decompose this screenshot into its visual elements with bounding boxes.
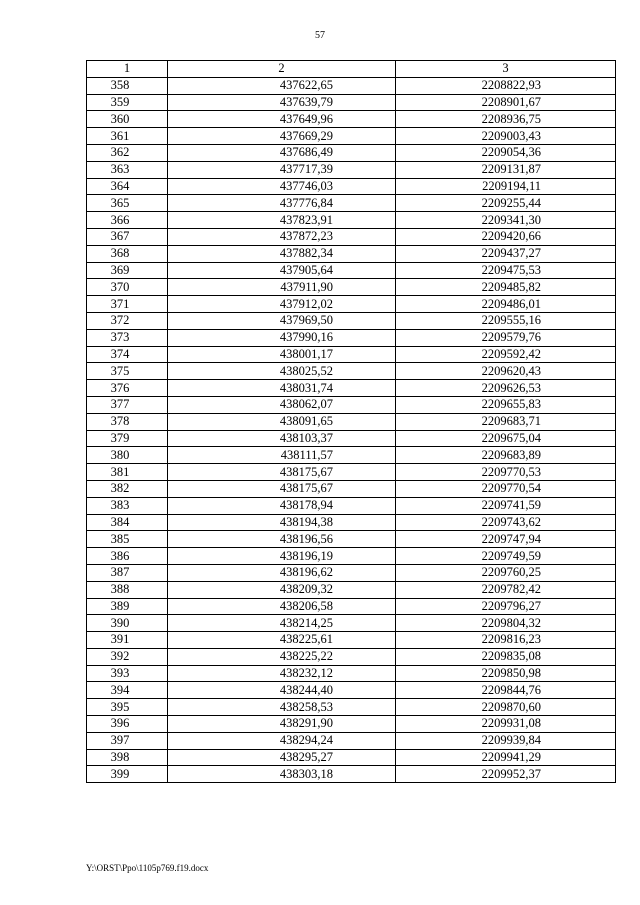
table-row xyxy=(87,128,616,145)
y-coordinate-cell: 2209683,89 xyxy=(396,447,616,464)
point-number-cell: 367 xyxy=(87,228,168,245)
y-coordinate-cell: 2209747,94 xyxy=(396,531,616,548)
point-number-cell: 384 xyxy=(87,514,168,531)
table-row xyxy=(87,581,616,598)
table-row xyxy=(87,212,616,229)
y-coordinate-cell: 2209850,98 xyxy=(396,665,616,682)
point-number-cell: 388 xyxy=(87,581,168,598)
x-coordinate-cell: 438295,27 xyxy=(168,749,396,766)
x-coordinate-cell: 438196,62 xyxy=(168,564,396,581)
y-coordinate-cell: 2209816,23 xyxy=(396,632,616,649)
point-number-cell: 376 xyxy=(87,380,168,397)
point-number-cell: 386 xyxy=(87,548,168,565)
y-coordinate-cell: 2209486,01 xyxy=(396,296,616,313)
x-coordinate-cell: 437905,64 xyxy=(168,262,396,279)
table-row xyxy=(87,531,616,548)
table-row xyxy=(87,648,616,665)
x-coordinate-cell: 438225,61 xyxy=(168,632,396,649)
point-number-cell: 383 xyxy=(87,497,168,514)
y-coordinate-cell: 2209675,04 xyxy=(396,430,616,447)
x-coordinate-cell: 437872,23 xyxy=(168,228,396,245)
point-number-cell: 397 xyxy=(87,732,168,749)
table-row xyxy=(87,245,616,262)
x-coordinate-cell: 438209,32 xyxy=(168,581,396,598)
x-coordinate-cell: 438214,25 xyxy=(168,615,396,632)
point-number-cell: 395 xyxy=(87,699,168,716)
table-row xyxy=(87,161,616,178)
y-coordinate-cell: 2209655,83 xyxy=(396,396,616,413)
x-coordinate-cell: 437746,03 xyxy=(168,178,396,195)
x-coordinate-cell: 437639,79 xyxy=(168,94,396,111)
x-coordinate-cell: 438103,37 xyxy=(168,430,396,447)
point-number-cell: 359 xyxy=(87,94,168,111)
y-coordinate-cell: 2209870,60 xyxy=(396,699,616,716)
point-number-cell: 372 xyxy=(87,312,168,329)
table-row xyxy=(87,447,616,464)
footer-file-path: Y:\ORST\Ppo\1105p769.f19.docx xyxy=(86,863,209,873)
table-header xyxy=(87,61,616,78)
y-coordinate-cell: 2209804,32 xyxy=(396,615,616,632)
y-coordinate-cell: 2209255,44 xyxy=(396,195,616,212)
point-number-cell: 373 xyxy=(87,329,168,346)
point-number-cell: 369 xyxy=(87,262,168,279)
y-coordinate-cell: 2209741,59 xyxy=(396,497,616,514)
table-row xyxy=(87,682,616,699)
point-number-cell: 385 xyxy=(87,531,168,548)
table-row xyxy=(87,262,616,279)
point-number-cell: 362 xyxy=(87,144,168,161)
table-row xyxy=(87,615,616,632)
point-number-cell: 392 xyxy=(87,648,168,665)
x-coordinate-cell: 437717,39 xyxy=(168,161,396,178)
table-row xyxy=(87,564,616,581)
x-coordinate-cell: 438291,90 xyxy=(168,716,396,733)
x-coordinate-cell: 437669,29 xyxy=(168,128,396,145)
y-coordinate-cell: 2209931,08 xyxy=(396,716,616,733)
column-header-1: 1 xyxy=(87,61,168,78)
table-row xyxy=(87,363,616,380)
y-coordinate-cell: 2208936,75 xyxy=(396,111,616,128)
x-coordinate-cell: 437969,50 xyxy=(168,312,396,329)
y-coordinate-cell: 2209844,76 xyxy=(396,682,616,699)
y-coordinate-cell: 2209835,08 xyxy=(396,648,616,665)
y-coordinate-cell: 2209620,43 xyxy=(396,363,616,380)
table-row xyxy=(87,464,616,481)
y-coordinate-cell: 2209796,27 xyxy=(396,598,616,615)
x-coordinate-cell: 438232,12 xyxy=(168,665,396,682)
point-number-cell: 398 xyxy=(87,749,168,766)
y-coordinate-cell: 2209683,71 xyxy=(396,413,616,430)
header-row xyxy=(87,61,616,78)
x-coordinate-cell: 437911,90 xyxy=(168,279,396,296)
table-row xyxy=(87,144,616,161)
x-coordinate-cell: 438258,53 xyxy=(168,699,396,716)
point-number-cell: 394 xyxy=(87,682,168,699)
x-coordinate-cell: 437649,96 xyxy=(168,111,396,128)
point-number-cell: 382 xyxy=(87,480,168,497)
x-coordinate-cell: 438091,65 xyxy=(168,413,396,430)
y-coordinate-cell: 2209555,16 xyxy=(396,312,616,329)
x-coordinate-cell: 438225,22 xyxy=(168,648,396,665)
coordinates-table xyxy=(86,60,616,783)
table-row xyxy=(87,413,616,430)
table-row xyxy=(87,665,616,682)
table-row xyxy=(87,396,616,413)
point-number-cell: 396 xyxy=(87,716,168,733)
point-number-cell: 378 xyxy=(87,413,168,430)
y-coordinate-cell: 2209939,84 xyxy=(396,732,616,749)
y-coordinate-cell: 2209743,62 xyxy=(396,514,616,531)
point-number-cell: 381 xyxy=(87,464,168,481)
x-coordinate-cell: 437776,84 xyxy=(168,195,396,212)
point-number-cell: 399 xyxy=(87,766,168,783)
y-coordinate-cell: 2209760,25 xyxy=(396,564,616,581)
table-row xyxy=(87,632,616,649)
x-coordinate-cell: 437882,34 xyxy=(168,245,396,262)
x-coordinate-cell: 438196,56 xyxy=(168,531,396,548)
y-coordinate-cell: 2209592,42 xyxy=(396,346,616,363)
y-coordinate-cell: 2209770,53 xyxy=(396,464,616,481)
table-row xyxy=(87,497,616,514)
y-coordinate-cell: 2209475,53 xyxy=(396,262,616,279)
y-coordinate-cell: 2209626,53 xyxy=(396,380,616,397)
table-row xyxy=(87,346,616,363)
table-row xyxy=(87,380,616,397)
y-coordinate-cell: 2209952,37 xyxy=(396,766,616,783)
point-number-cell: 375 xyxy=(87,363,168,380)
table-row xyxy=(87,195,616,212)
x-coordinate-cell: 438303,18 xyxy=(168,766,396,783)
y-coordinate-cell: 2209131,87 xyxy=(396,161,616,178)
x-coordinate-cell: 438196,19 xyxy=(168,548,396,565)
point-number-cell: 389 xyxy=(87,598,168,615)
point-number-cell: 360 xyxy=(87,111,168,128)
column-header-2: 2 xyxy=(168,61,396,78)
point-number-cell: 371 xyxy=(87,296,168,313)
y-coordinate-cell: 2209770,54 xyxy=(396,480,616,497)
point-number-cell: 358 xyxy=(87,77,168,94)
y-coordinate-cell: 2209054,36 xyxy=(396,144,616,161)
y-coordinate-cell: 2208822,93 xyxy=(396,77,616,94)
x-coordinate-cell: 438175,67 xyxy=(168,480,396,497)
y-coordinate-cell: 2209941,29 xyxy=(396,749,616,766)
point-number-cell: 365 xyxy=(87,195,168,212)
x-coordinate-cell: 437912,02 xyxy=(168,296,396,313)
table-row xyxy=(87,430,616,447)
y-coordinate-cell: 2209749,59 xyxy=(396,548,616,565)
y-coordinate-cell: 2209579,76 xyxy=(396,329,616,346)
table-row xyxy=(87,732,616,749)
table-row xyxy=(87,228,616,245)
x-coordinate-cell: 438294,24 xyxy=(168,732,396,749)
x-coordinate-cell: 438111,57 xyxy=(168,447,396,464)
x-coordinate-cell: 438244,40 xyxy=(168,682,396,699)
point-number-cell: 363 xyxy=(87,161,168,178)
x-coordinate-cell: 438031,74 xyxy=(168,380,396,397)
y-coordinate-cell: 2209485,82 xyxy=(396,279,616,296)
point-number-cell: 390 xyxy=(87,615,168,632)
y-coordinate-cell: 2209420,66 xyxy=(396,228,616,245)
x-coordinate-cell: 437686,49 xyxy=(168,144,396,161)
point-number-cell: 368 xyxy=(87,245,168,262)
page-number: 57 xyxy=(315,30,325,41)
point-number-cell: 370 xyxy=(87,279,168,296)
table-row xyxy=(87,699,616,716)
table-row xyxy=(87,312,616,329)
table-row xyxy=(87,716,616,733)
point-number-cell: 380 xyxy=(87,447,168,464)
x-coordinate-cell: 438025,52 xyxy=(168,363,396,380)
table-row xyxy=(87,279,616,296)
point-number-cell: 364 xyxy=(87,178,168,195)
x-coordinate-cell: 438175,67 xyxy=(168,464,396,481)
x-coordinate-cell: 437990,16 xyxy=(168,329,396,346)
point-number-cell: 379 xyxy=(87,430,168,447)
x-coordinate-cell: 438062,07 xyxy=(168,396,396,413)
point-number-cell: 393 xyxy=(87,665,168,682)
table-row xyxy=(87,766,616,783)
table-row xyxy=(87,598,616,615)
column-header-3: 3 xyxy=(396,61,616,78)
x-coordinate-cell: 438001,17 xyxy=(168,346,396,363)
table-row xyxy=(87,178,616,195)
point-number-cell: 366 xyxy=(87,212,168,229)
y-coordinate-cell: 2209194,11 xyxy=(396,178,616,195)
x-coordinate-cell: 437823,91 xyxy=(168,212,396,229)
point-number-cell: 391 xyxy=(87,632,168,649)
table-row xyxy=(87,296,616,313)
y-coordinate-cell: 2209003,43 xyxy=(396,128,616,145)
point-number-cell: 387 xyxy=(87,564,168,581)
y-coordinate-cell: 2209782,42 xyxy=(396,581,616,598)
table-row xyxy=(87,111,616,128)
y-coordinate-cell: 2208901,67 xyxy=(396,94,616,111)
table-row xyxy=(87,749,616,766)
x-coordinate-cell: 438194,38 xyxy=(168,514,396,531)
table-row xyxy=(87,329,616,346)
table-body xyxy=(87,77,616,782)
point-number-cell: 377 xyxy=(87,396,168,413)
point-number-cell: 361 xyxy=(87,128,168,145)
y-coordinate-cell: 2209341,30 xyxy=(396,212,616,229)
table-row xyxy=(87,94,616,111)
point-number-cell: 374 xyxy=(87,346,168,363)
table-row xyxy=(87,77,616,94)
x-coordinate-cell: 438178,94 xyxy=(168,497,396,514)
x-coordinate-cell: 438206,58 xyxy=(168,598,396,615)
y-coordinate-cell: 2209437,27 xyxy=(396,245,616,262)
table-row xyxy=(87,480,616,497)
table-row xyxy=(87,514,616,531)
x-coordinate-cell: 437622,65 xyxy=(168,77,396,94)
table-row xyxy=(87,548,616,565)
